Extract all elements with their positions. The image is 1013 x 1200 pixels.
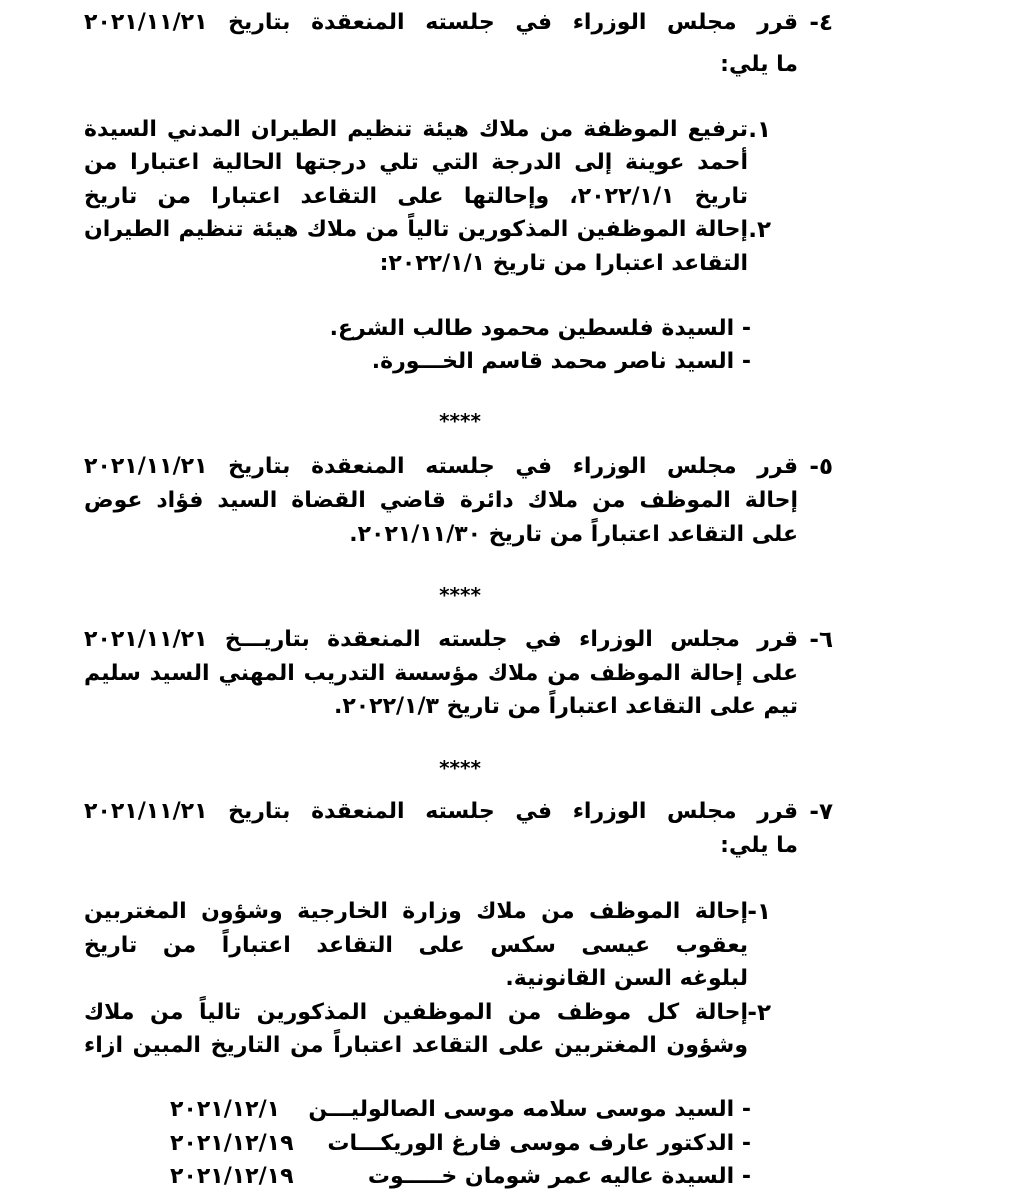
separator-stars-1: **** xyxy=(439,409,481,433)
item-7-2-number: ٢- xyxy=(747,1000,771,1026)
item-7-1-line-3: لبلوغه السن القانونية. xyxy=(505,966,748,991)
section-6-number: ٦- xyxy=(809,627,833,653)
item-7-2-line-2: وشؤون المغتربين على التقاعد اعتباراً من التاريخ المبين ازاء xyxy=(84,1033,748,1058)
item-7-2-line-1: إحالة كل موظف من الموظفين المذكورين تالياً من ملاك xyxy=(84,1000,748,1025)
retiree-name-1: - السيدة فلسطين محمود طالب الشرع. xyxy=(329,316,751,341)
item-4-1-number: ١. xyxy=(748,117,771,143)
retiree-row-2-date: ٢٠٢١/١٢/١٩ xyxy=(170,1131,294,1156)
item-4-2-line-1: إحالة الموظفين المذكورين تالياً من ملاك هيئة تنظيم الطيران xyxy=(84,217,748,242)
retiree-row-3-date: ٢٠٢١/١٢/١٩ xyxy=(170,1164,294,1189)
separator-stars-3: **** xyxy=(439,756,481,780)
retiree-row-3-name: - السيدة عاليه عمر شومان خـــــوت xyxy=(367,1164,751,1189)
item-4-2-line-2: التقاعد اعتبارا من تاريخ ٢٠٢٢/١/١: xyxy=(379,251,748,276)
retiree-row-3 xyxy=(170,1160,751,1194)
retiree-row-1 xyxy=(170,1093,751,1127)
section-4-number: ٤- xyxy=(809,10,833,36)
section-5-number: ٥- xyxy=(809,454,833,480)
item-7-1-line-1: إحالة الموظف من ملاك وزارة الخارجية وشؤون المغتربين xyxy=(84,899,748,924)
retiree-name-2: - السيد ناصر محمد قاسم الخـــورة. xyxy=(371,349,751,374)
retiree-row-1-date: ٢٠٢١/١٢/١ xyxy=(170,1097,281,1122)
item-4-1-line-3: تاريخ ٢٠٢٢/١/١، وإحالتها على التقاعد اعتبارا من تاريخ xyxy=(84,184,748,209)
item-4-1-line-1: ترفيع الموظفة من ملاك هيئة تنظيم الطيران المدني السيدة xyxy=(84,117,748,142)
section-7-number: ٧- xyxy=(809,799,833,825)
retiree-row-1-name: - السيد موسى سلامه موسى الصالوليـــن xyxy=(308,1097,751,1122)
section-4-line-2: ما يلي: xyxy=(720,52,798,77)
item-4-2-number: ٢. xyxy=(748,217,771,243)
item-7-1-line-2: يعقوب عيسى سكس على التقاعد اعتباراً من تاريخ xyxy=(84,933,748,958)
separator-stars-2: **** xyxy=(439,583,481,607)
section-4-line-1: قرر مجلس الوزراء في جلسته المنعقدة بتاريخ ٢٠٢١/١١/٢١ xyxy=(84,10,798,35)
section-7-line-2: ما يلي: xyxy=(720,833,798,858)
section-7-line-1: قرر مجلس الوزراء في جلسته المنعقدة بتاريخ ٢٠٢١/١١/٢١ xyxy=(84,799,798,824)
section-6-line-3: تيم على التقاعد اعتباراً من تاريخ ٢٠٢٢/١/٣. xyxy=(333,694,798,719)
section-5-line-2: إحالة الموظف من ملاك دائرة قاضي القضاة السيد فؤاد عوض xyxy=(84,488,798,513)
retiree-row-2 xyxy=(170,1127,751,1161)
section-5-line-3: على التقاعد اعتباراً من تاريخ ٢٠٢١/١١/٣٠. xyxy=(349,522,798,547)
item-4-1-line-2: أحمد عوينة إلى الدرجة التي تلي درجتها الحالية اعتبارا من xyxy=(84,150,748,175)
section-6-line-2: على إحالة الموظف من ملاك مؤسسة التدريب المهني السيد سليم xyxy=(84,661,798,686)
retiree-row-2-name: - الدكتور عارف موسى فارغ الوريكـــات xyxy=(327,1131,751,1156)
item-7-1-number: ١- xyxy=(747,899,771,925)
section-5-line-1: قرر مجلس الوزراء في جلسته المنعقدة بتاريخ ٢٠٢١/١١/٢١ xyxy=(84,454,798,479)
section-6-line-1: قرر مجلس الوزراء في جلسته المنعقدة بتاريـــخ ٢٠٢١/١١/٢١ xyxy=(84,627,798,652)
